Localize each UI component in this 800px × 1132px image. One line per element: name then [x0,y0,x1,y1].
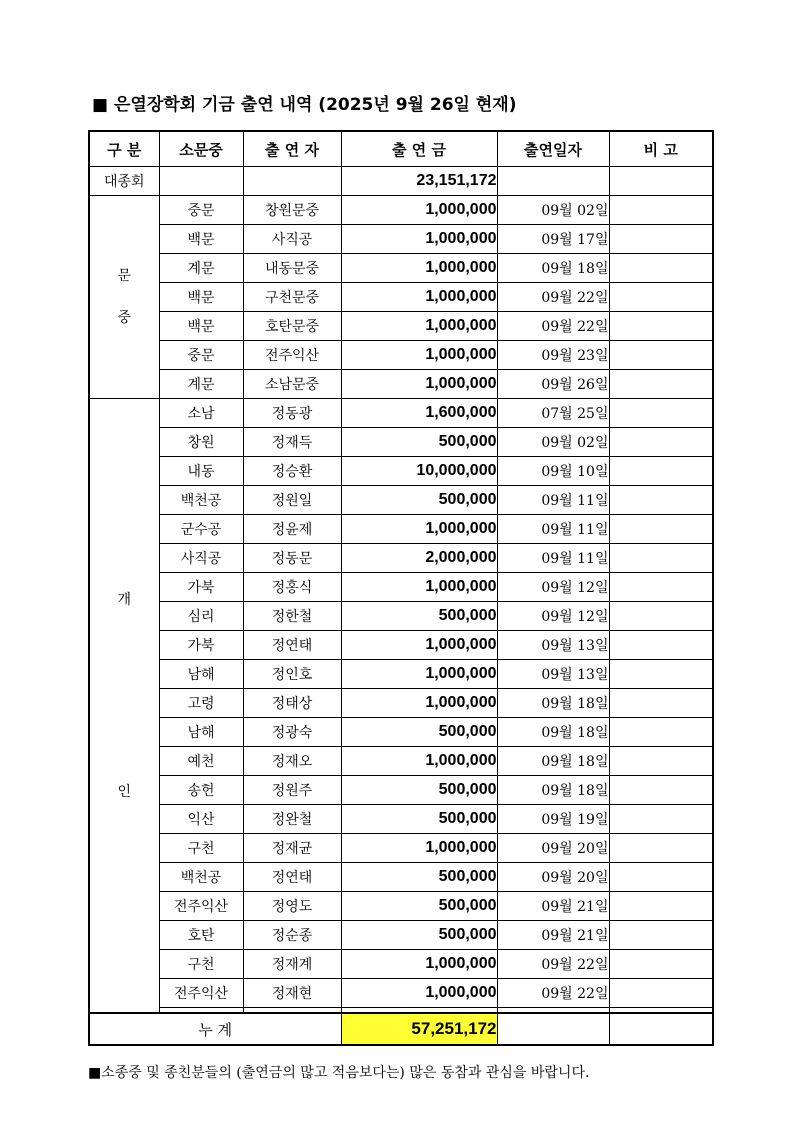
remarks-cell [609,225,713,254]
amount-cell: 1,000,000 [341,370,497,399]
remarks-cell [609,979,713,1008]
header-subclan: 소문중 [159,131,243,167]
table-row [89,341,713,370]
amount-cell: 10,000,000 [341,457,497,486]
remarks-cell [609,399,713,428]
remarks-cell [609,341,713,370]
donor-cell: 정태상 [243,689,341,718]
subclan-cell: 심리 [159,602,243,631]
subclan-cell: 사직공 [159,544,243,573]
donor-cell: 호탄문중 [243,312,341,341]
table-row [89,660,713,689]
amount-cell: 1,000,000 [341,834,497,863]
subclan-cell: 송헌 [159,776,243,805]
donor-cell: 정광숙 [243,718,341,747]
date-cell: 09월 22일 [497,979,609,1008]
category-cell-individual [89,399,159,1014]
remarks-cell [609,370,713,399]
date-cell: 09월 13일 [497,660,609,689]
table-row [89,486,713,515]
donor-cell: 창원문중 [243,196,341,225]
subclan-cell: 익산 [159,805,243,834]
date-cell: 09월 10일 [497,457,609,486]
remarks-cell [609,312,713,341]
donor-cell: 정재계 [243,950,341,979]
table-row [89,805,713,834]
amount-cell: 500,000 [341,863,497,892]
date-cell: 09월 18일 [497,689,609,718]
remarks-cell [609,1013,713,1045]
amount-cell: 500,000 [341,486,497,515]
header-remarks: 비 고 [609,131,713,167]
subclan-cell: 창원 [159,428,243,457]
amount-cell: 1,000,000 [341,660,497,689]
remarks-cell [609,254,713,283]
donor-cell: 정동문 [243,544,341,573]
remarks-cell [609,892,713,921]
remarks-cell [609,167,713,196]
amount-cell: 500,000 [341,892,497,921]
subclan-cell: 군수공 [159,515,243,544]
subclan-cell: 소남 [159,399,243,428]
subclan-cell [159,167,243,196]
remarks-cell [609,196,713,225]
date-cell: 09월 21일 [497,921,609,950]
subclan-cell: 백천공 [159,486,243,515]
remarks-cell [609,805,713,834]
amount-cell: 500,000 [341,602,497,631]
remarks-cell [609,457,713,486]
subclan-cell: 가북 [159,573,243,602]
donor-cell: 정원주 [243,776,341,805]
subclan-cell: 고령 [159,689,243,718]
donor-cell: 내동문중 [243,254,341,283]
amount-cell: 500,000 [341,805,497,834]
donor-cell: 정영도 [243,892,341,921]
date-cell: 09월 22일 [497,283,609,312]
amount-cell: 1,000,000 [341,573,497,602]
table-row [89,312,713,341]
donor-cell: 소남문중 [243,370,341,399]
donor-cell: 정완철 [243,805,341,834]
remarks-cell [609,660,713,689]
amount-cell: 500,000 [341,428,497,457]
date-cell: 09월 20일 [497,834,609,863]
date-cell: 09월 02일 [497,196,609,225]
subclan-cell: 구천 [159,950,243,979]
date-cell: 09월 22일 [497,312,609,341]
table-row [89,602,713,631]
donor-cell: 정재득 [243,428,341,457]
amount-cell: 1,000,000 [341,950,497,979]
date-cell: 07월 25일 [497,399,609,428]
table-row [89,689,713,718]
donor-cell: 정홍식 [243,573,341,602]
donor-cell: 정재오 [243,747,341,776]
table-row [89,892,713,921]
amount-cell: 1,600,000 [341,399,497,428]
donation-table [88,130,714,1046]
subclan-cell: 전주익산 [159,979,243,1008]
remarks-cell [609,428,713,457]
donor-cell: 정연태 [243,631,341,660]
table-row [89,457,713,486]
subclan-cell: 계문 [159,254,243,283]
remarks-cell [609,921,713,950]
header-category: 구 분 [89,131,159,167]
amount-cell: 1,000,000 [341,312,497,341]
subclan-cell: 백천공 [159,863,243,892]
date-cell: 09월 12일 [497,573,609,602]
subclan-cell: 백문 [159,312,243,341]
donor-cell: 정인호 [243,660,341,689]
donor-cell: 정순종 [243,921,341,950]
remarks-cell [609,950,713,979]
remarks-cell [609,863,713,892]
subclan-cell: 가북 [159,631,243,660]
total-row [89,1013,713,1045]
category-label-char: 인 [117,784,132,800]
remarks-cell [609,573,713,602]
date-cell: 09월 11일 [497,515,609,544]
donor-cell: 정윤제 [243,515,341,544]
subclan-cell: 남해 [159,660,243,689]
table-row [89,428,713,457]
category-label-char: 문 [117,268,132,284]
subclan-cell: 중문 [159,196,243,225]
amount-cell: 1,000,000 [341,341,497,370]
date-cell: 09월 19일 [497,805,609,834]
date-cell: 09월 18일 [497,747,609,776]
amount-cell: 1,000,000 [341,515,497,544]
subclan-cell: 예천 [159,747,243,776]
date-cell: 09월 21일 [497,892,609,921]
donor-cell: 정승환 [243,457,341,486]
table-row [89,776,713,805]
total-label: 누 계 [89,1013,341,1045]
amount-cell: 1,000,000 [341,225,497,254]
date-cell: 09월 20일 [497,863,609,892]
donor-cell: 정연태 [243,863,341,892]
table-row [89,950,713,979]
table-row [89,167,713,196]
table-row [89,863,713,892]
remarks-cell [609,515,713,544]
subclan-cell: 호탄 [159,921,243,950]
amount-cell: 1,000,000 [341,689,497,718]
donor-cell: 전주익산 [243,341,341,370]
date-cell: 09월 17일 [497,225,609,254]
header-date: 출연일자 [497,131,609,167]
table-row [89,631,713,660]
amount-cell: 1,000,000 [341,747,497,776]
date-cell: 09월 18일 [497,776,609,805]
donor-cell: 사직공 [243,225,341,254]
header-donor: 출 연 자 [243,131,341,167]
subclan-cell: 계문 [159,370,243,399]
subclan-cell: 백문 [159,283,243,312]
table-row [89,254,713,283]
donor-cell: 구천문중 [243,283,341,312]
table-row [89,747,713,776]
remarks-cell [609,602,713,631]
date-cell: 09월 22일 [497,950,609,979]
subclan-cell: 백문 [159,225,243,254]
subclan-cell: 남해 [159,718,243,747]
table-row [89,515,713,544]
table-row [89,370,713,399]
amount-cell: 500,000 [341,718,497,747]
date-cell: 09월 02일 [497,428,609,457]
table-row [89,225,713,254]
remarks-cell [609,747,713,776]
donor-cell: 정재현 [243,979,341,1008]
amount-cell: 1,000,000 [341,979,497,1008]
donor-cell [243,167,341,196]
table-row [89,921,713,950]
amount-cell: 500,000 [341,921,497,950]
footer-note: ■소종중 및 종친분들의 (출연금의 많고 적음보다는) 많은 동참과 관심을 바랍니다. [88,1065,590,1081]
remarks-cell [609,631,713,660]
table-row [89,718,713,747]
amount-cell: 1,000,000 [341,283,497,312]
table-row [89,399,713,428]
table-row [89,283,713,312]
amount-cell: 1,000,000 [341,631,497,660]
table-row [89,573,713,602]
subclan-cell: 중문 [159,341,243,370]
header-row [89,131,713,167]
subclan-cell: 전주익산 [159,892,243,921]
remarks-cell [609,689,713,718]
page-title: ■ 은열장학회 기금 출연 내역 (2025년 9월 26일 현재) [92,95,517,115]
category-label-char: 개 [117,592,132,608]
table-row [89,544,713,573]
remarks-cell [609,283,713,312]
table-row [89,979,713,1008]
amount-cell: 500,000 [341,776,497,805]
table-row [89,834,713,863]
remarks-cell [609,486,713,515]
amount-cell: 2,000,000 [341,544,497,573]
date-cell: 09월 13일 [497,631,609,660]
date-cell: 09월 12일 [497,602,609,631]
table-row [89,196,713,225]
amount-cell: 23,151,172 [341,167,497,196]
donor-cell: 정재균 [243,834,341,863]
donor-cell: 정한철 [243,602,341,631]
amount-cell: 1,000,000 [341,196,497,225]
date-cell: 09월 11일 [497,486,609,515]
total-amount: 57,251,172 [341,1013,497,1045]
remarks-cell [609,776,713,805]
remarks-cell [609,544,713,573]
donor-cell: 정동광 [243,399,341,428]
category-cell-munjung [89,196,159,399]
date-cell: 09월 18일 [497,254,609,283]
date-cell: 09월 23일 [497,341,609,370]
subclan-cell: 내동 [159,457,243,486]
date-cell [497,167,609,196]
category-label-char: 중 [117,310,132,326]
amount-cell: 1,000,000 [341,254,497,283]
remarks-cell [609,718,713,747]
date-cell: 09월 18일 [497,718,609,747]
date-cell: 09월 11일 [497,544,609,573]
date-cell: 09월 26일 [497,370,609,399]
category-cell: 대종회 [89,167,159,196]
header-amount: 출 연 금 [341,131,497,167]
donor-cell: 정원일 [243,486,341,515]
date-cell [497,1013,609,1045]
subclan-cell: 구천 [159,834,243,863]
remarks-cell [609,834,713,863]
